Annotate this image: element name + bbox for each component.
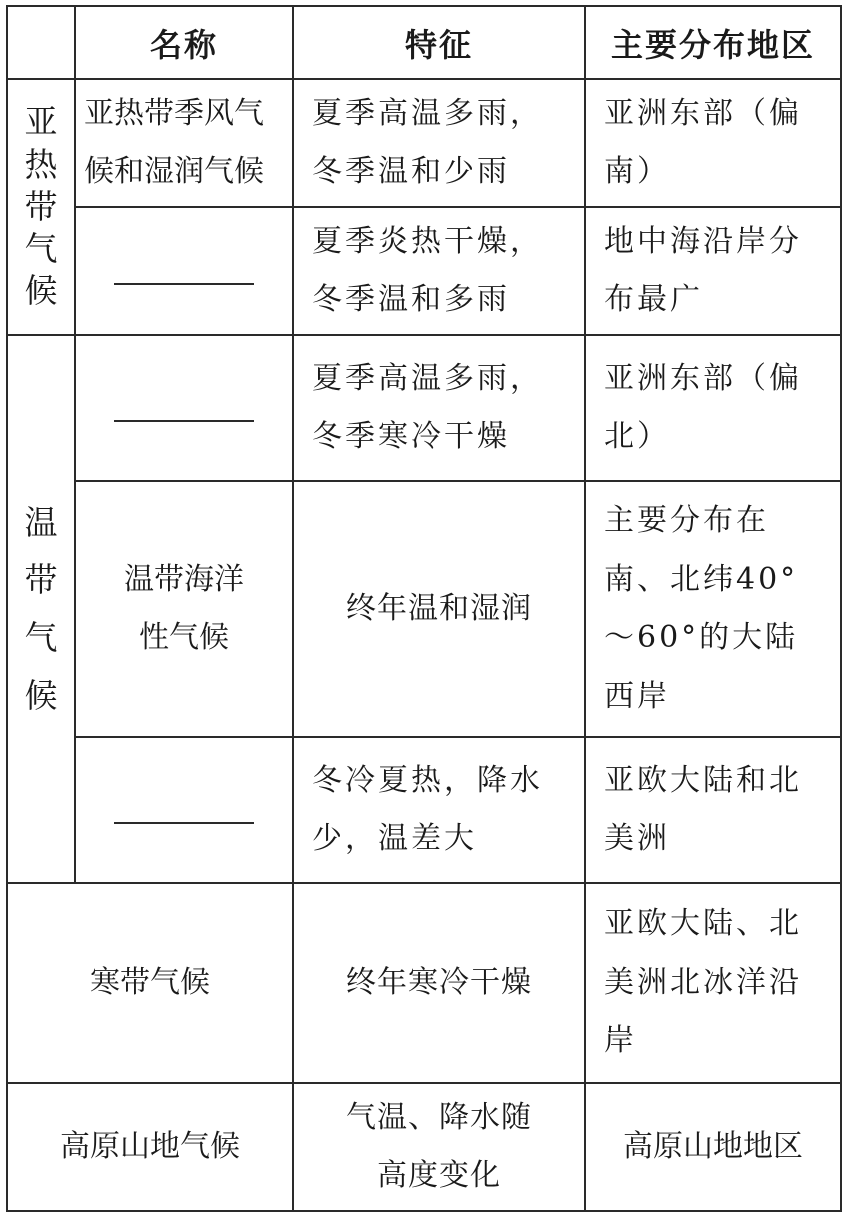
climate-area: 高原山地地区 bbox=[585, 1083, 841, 1211]
blank-line bbox=[114, 420, 254, 422]
climate-feature: 夏季高温多雨，冬季温和少雨 bbox=[293, 79, 585, 207]
table-row bbox=[7, 207, 841, 335]
climate-feature: 终年寒冷干燥 bbox=[293, 883, 585, 1083]
table-row bbox=[7, 481, 841, 737]
climate-area: 地中海沿岸分布最广 bbox=[585, 207, 841, 335]
climate-area: 亚欧大陆、北美洲北冰洋沿岸 bbox=[585, 883, 841, 1083]
climate-feature: 气温、降水随高度变化 bbox=[293, 1083, 585, 1211]
climate-area: 亚洲东部（偏南） bbox=[585, 79, 841, 207]
table-row bbox=[7, 883, 841, 1083]
climate-area: 亚洲东部（偏北） bbox=[585, 335, 841, 481]
group-subtropical bbox=[7, 79, 75, 335]
header-area: 主要分布地区 bbox=[585, 6, 841, 79]
climate-name: 寒带气候 bbox=[7, 883, 293, 1083]
blank-line bbox=[114, 283, 254, 285]
group-temperate bbox=[7, 335, 75, 883]
climate-name: 亚热带季风气候和湿润气候 bbox=[75, 79, 293, 207]
table-row bbox=[7, 1083, 841, 1211]
climate-feature: 冬冷夏热，降水少，温差大 bbox=[293, 737, 585, 883]
climate-feature: 终年温和湿润 bbox=[293, 481, 585, 737]
table-row bbox=[7, 335, 841, 481]
climate-area: 亚欧大陆和北美洲 bbox=[585, 737, 841, 883]
header-row bbox=[7, 6, 841, 79]
header-feature: 特征 bbox=[293, 6, 585, 79]
table-row bbox=[7, 737, 841, 883]
header-name: 名称 bbox=[75, 6, 293, 79]
group-label: 亚热带气候 bbox=[24, 102, 58, 311]
climate-name-blank bbox=[75, 207, 293, 335]
climate-table-container bbox=[6, 5, 840, 1210]
group-label: 温带气候 bbox=[24, 502, 58, 715]
climate-name-blank bbox=[75, 737, 293, 883]
blank-line bbox=[114, 822, 254, 824]
climate-name: 高原山地气候 bbox=[7, 1083, 293, 1211]
climate-table bbox=[6, 5, 842, 1212]
climate-feature: 夏季高温多雨，冬季寒冷干燥 bbox=[293, 335, 585, 481]
climate-feature: 夏季炎热干燥，冬季温和多雨 bbox=[293, 207, 585, 335]
climate-name-blank bbox=[75, 335, 293, 481]
table-row bbox=[7, 79, 841, 207]
climate-name: 温带海洋性气候 bbox=[75, 481, 293, 737]
header-blank bbox=[7, 6, 75, 79]
climate-area: 主要分布在南、北纬40°～60°的大陆西岸 bbox=[585, 481, 841, 737]
